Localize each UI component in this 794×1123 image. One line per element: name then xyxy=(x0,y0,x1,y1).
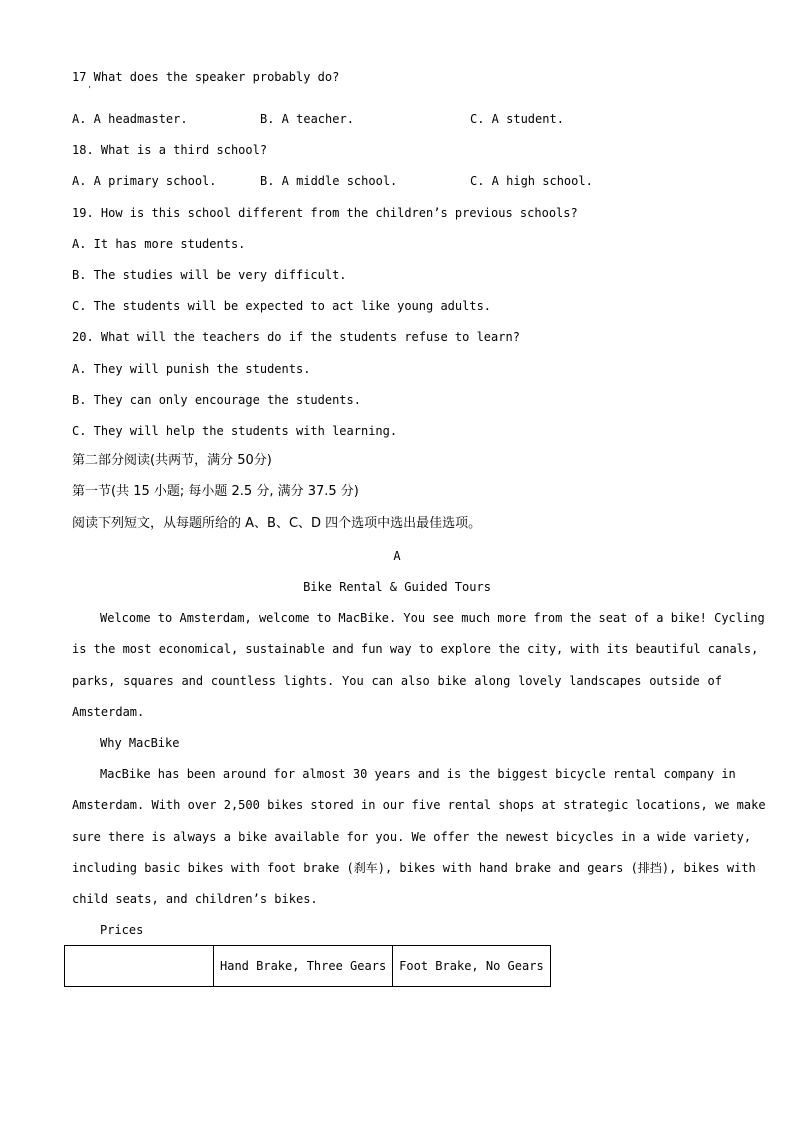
q19-option-a: A. It has more students. xyxy=(72,237,246,251)
q20-option-a: A. They will punish the students. xyxy=(72,362,311,376)
p2-line-2: Amsterdam. With over 2,500 bikes stored in our five rental shops at strategic locations, we make xyxy=(72,798,766,812)
p2-line-3: sure there is always a bike available for you. We offer the newest bicycles in a wide variety, xyxy=(72,830,752,844)
q20-option-b: B. They can only encourage the students. xyxy=(72,393,361,407)
table-header-cell: Hand Brake, Three Gears xyxy=(214,946,393,987)
q19-option-c: C. The students will be expected to act like young adults. xyxy=(72,299,492,313)
table-row xyxy=(65,946,551,987)
q17-option-b: B. A teacher. xyxy=(260,112,354,126)
prices-heading: Prices xyxy=(100,923,144,937)
question-18: 18. What is a third school? xyxy=(72,143,268,157)
p1-line-3: parks, squares and countless lights. You can also bike along lovely landscapes outside of xyxy=(72,674,722,688)
q17-option-a: A. A headmaster. xyxy=(72,112,188,126)
why-macbike-heading: Why MacBike xyxy=(100,736,180,750)
p2-line-5: child seats, and children’s bikes. xyxy=(72,892,318,906)
q17-option-c: C. A student. xyxy=(470,112,564,126)
question-17: 17 What does the speaker probably do? xyxy=(72,70,340,84)
section1-heading: 第一节(共 15 小题; 每小题 2.5 分, 满分 37.5 分) xyxy=(72,484,359,499)
q20-option-c: C. They will help the students with learning. xyxy=(72,424,398,438)
p1-line-4: Amsterdam. xyxy=(72,705,145,719)
stray-mark: ' xyxy=(87,85,92,94)
question-20: 20. What will the teachers do if the students refuse to learn? xyxy=(72,330,520,344)
p1-line-2: is the most economical, sustainable and fun way to explore the city, with its beautiful canals, xyxy=(72,642,759,656)
p2-line-1: MacBike has been around for almost 30 years and is the biggest bicycle rental company in xyxy=(100,767,736,781)
question-19: 19. How is this school different from the children’s previous schools? xyxy=(72,206,578,220)
reading-instruction: 阅读下列短文，从每题所给的 A、B、C、D 四个选项中选出最佳选项。 xyxy=(72,516,482,531)
q18-option-a: A. A primary school. xyxy=(72,174,217,188)
prices-table xyxy=(64,945,551,987)
table-header-cell xyxy=(65,946,214,987)
table-header-cell: Foot Brake, No Gears xyxy=(393,946,551,987)
passage-title: Bike Rental & Guided Tours xyxy=(303,580,491,594)
q18-option-b: B. A middle school. xyxy=(260,174,398,188)
q19-option-b: B. The studies will be very difficult. xyxy=(72,268,347,282)
p1-line-1: Welcome to Amsterdam, welcome to MacBike. You see much more from the seat of a bike! Cycling xyxy=(100,611,765,625)
p2-line-4: including basic bikes with foot brake (刹车), bikes with hand brake and gears (排挡), bikes with xyxy=(72,861,756,875)
q18-option-c: C. A high school. xyxy=(470,174,593,188)
part2-heading: 第二部分阅读(共两节，满分 50分) xyxy=(72,453,272,468)
passage-letter: A xyxy=(393,549,401,563)
